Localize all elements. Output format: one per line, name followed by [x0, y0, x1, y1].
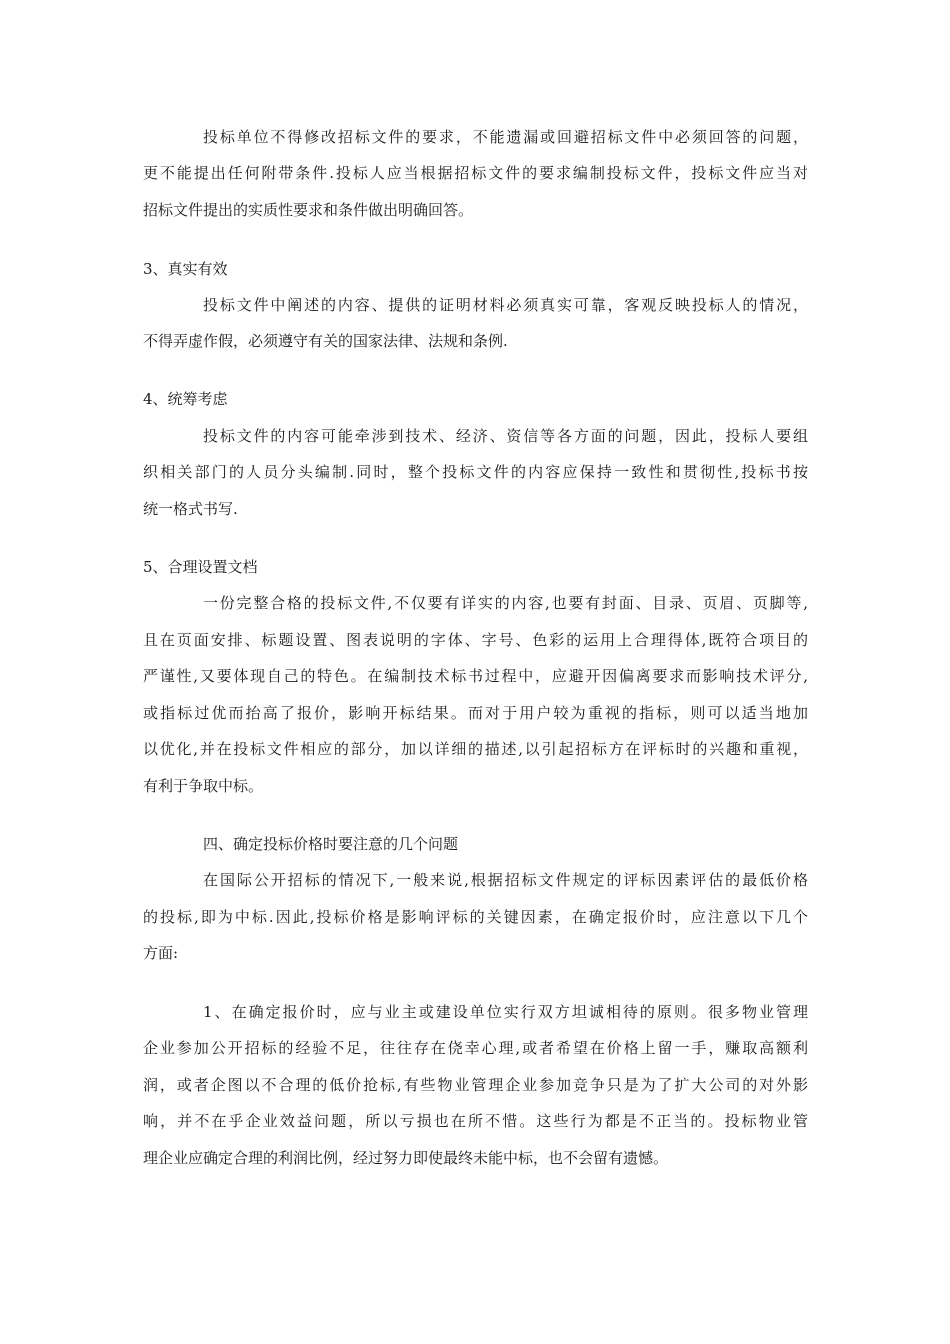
paragraph-line: 投标文件中阐述的内容、提供的证明材料必须真实可靠，客观反映投标人的情况， — [203, 296, 808, 314]
paragraph-line: 更不能提出任何附带条件.投标人应当根据招标文件的要求编制投标文件，投标文件应当对 — [143, 164, 808, 182]
paragraph-line: 润，或者企图以不合理的低价抢标,有些物业管理企业参加竞争只是为了扩大公司的对外影 — [143, 1076, 808, 1094]
paragraph-line: 统一格式书写. — [143, 500, 238, 518]
paragraph-line: 理企业应确定合理的利润比例，经过努力即使最终未能中标，也不会留有遗憾。 — [143, 1149, 669, 1167]
paragraph-line: 企业参加公开招标的经验不足，往往存在侥幸心理,或者希望在价格上留一手，赚取高额利 — [143, 1039, 808, 1057]
paragraph-line: 方面: — [143, 944, 179, 962]
paragraph-line: 响，并不在乎企业效益问题，所以亏损也在所不惜。这些行为都是不正当的。投标物业管 — [143, 1112, 808, 1130]
paragraph-line: 招标文件提出的实质性要求和条件做出明确回答。 — [143, 201, 474, 219]
paragraph-line: 有利于争取中标。 — [143, 777, 264, 795]
paragraph-line: 织相关部门的人员分头编制.同时，整个投标文件的内容应保持一致性和贯彻性,投标书按 — [143, 463, 808, 481]
paragraph-line: 严谨性,又要体现自己的特色。在编制技术标书过程中，应避开因偏离要求而影响技术评分, — [143, 667, 808, 685]
section-heading: 3、真实有效 — [143, 260, 228, 278]
section-heading: 四、确定投标价格时要注意的几个问题 — [203, 835, 459, 853]
paragraph-line: 投标文件的内容可能牵涉到技术、经济、资信等各方面的问题，因此，投标人要组 — [203, 427, 808, 445]
paragraph-line: 在国际公开招标的情况下,一般来说,根据招标文件规定的评标因素评估的最低价格 — [203, 871, 808, 889]
paragraph-line: 不得弄虚作假，必须遵守有关的国家法律、法规和条例. — [143, 332, 508, 350]
paragraph-line: 的投标,即为中标.因此,投标价格是影响评标的关键因素，在确定报价时，应注意以下几个 — [143, 908, 808, 926]
section-heading: 5、合理设置文档 — [143, 558, 258, 576]
paragraph-line: 或指标过优而抬高了报价，影响开标结果。而对于用户较为重视的指标，则可以适当地加 — [143, 704, 808, 722]
paragraph-line: 且在页面安排、标题设置、图表说明的字体、字号、色彩的运用上合理得体,既符合项目的 — [143, 631, 808, 649]
paragraph-line: 投标单位不得修改招标文件的要求，不能遗漏或回避招标文件中必须回答的问题， — [203, 128, 808, 146]
paragraph-line: 以优化,并在投标文件相应的部分，加以详细的描述,以引起招标方在评标时的兴趣和重视， — [143, 740, 808, 758]
paragraph-line: 1、在确定报价时，应与业主或建设单位实行双方坦诚相待的原则。很多物业管理 — [203, 1003, 808, 1021]
paragraph-line: 一份完整合格的投标文件,不仅要有详实的内容,也要有封面、目录、页眉、页脚等, — [203, 594, 808, 612]
section-heading: 4、统筹考虑 — [143, 390, 228, 408]
